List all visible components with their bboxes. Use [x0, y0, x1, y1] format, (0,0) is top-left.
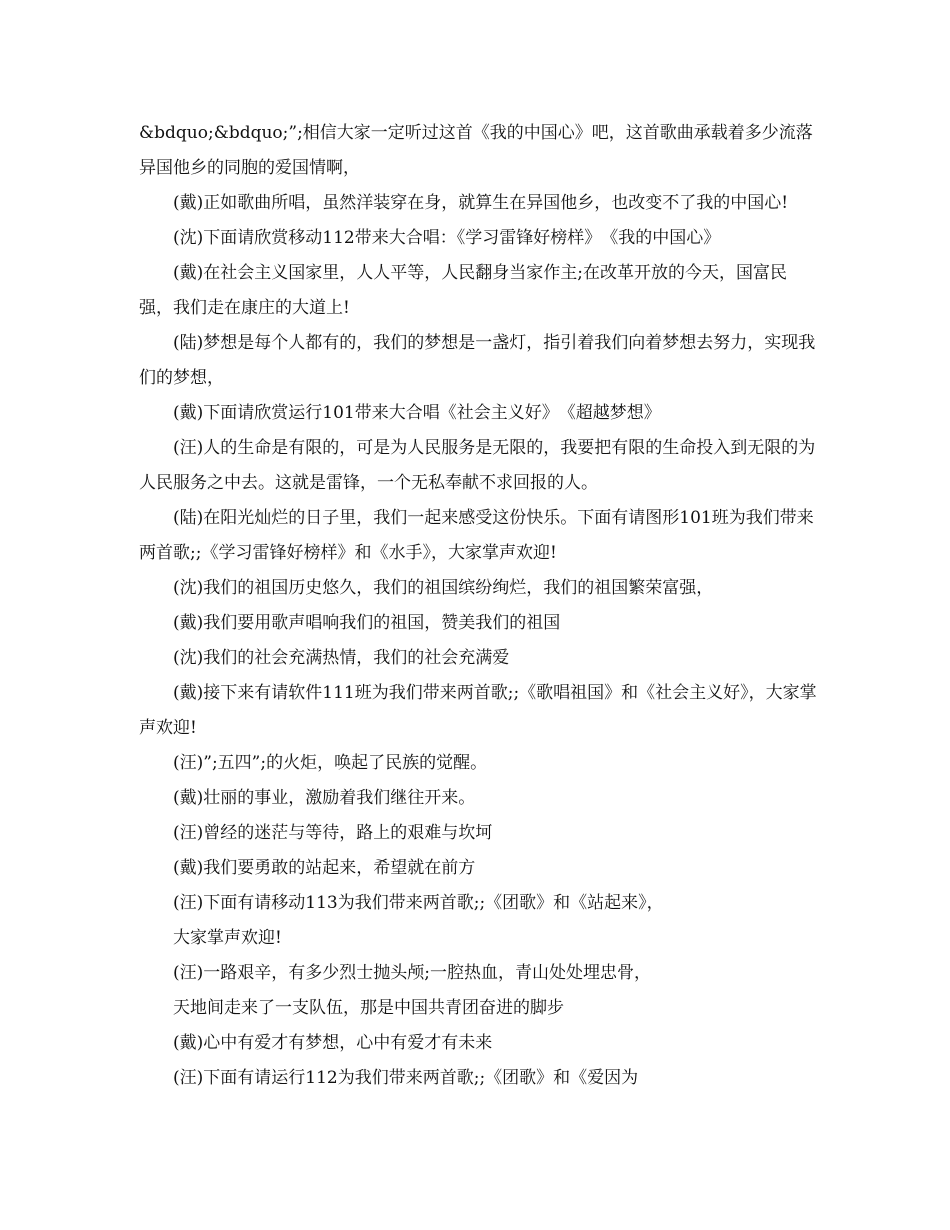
paragraph: (汪)曾经的迷茫与等待，路上的艰难与坎坷: [173, 823, 493, 843]
paragraph: &bdquo;&bdquo;”;相信大家一定听过这首《我的中国心》吧，这首歌曲承载着多少流落异国他乡的同胞的爱国情啊，: [139, 123, 813, 178]
paragraph: (陆)梦想是每个人都有的，我们的梦想是一盏灯，指引着我们向着梦想去努力，实现我们的梦想，: [139, 333, 816, 388]
paragraph: 天地间走来了一支队伍，那是中国共青团奋进的脚步: [173, 998, 564, 1018]
paragraph: (戴)在社会主义国家里，人人平等，人民翻身当家作主;在改革开放的今天，国富民强，我们走在康庄的大道上!: [139, 263, 787, 318]
paragraph: (汪)一路艰辛，有多少烈士抛头颅;一腔热血，青山处处埋忠骨，: [173, 963, 651, 983]
paragraph: (戴)接下来有请软件111班为我们带来两首歌;;《歌唱祖国》和《社会主义好》，大家掌声欢迎!: [139, 683, 817, 738]
paragraph: (戴)正如歌曲所唱，虽然洋装穿在身，就算生在异国他乡，也改变不了我的中国心!: [173, 193, 789, 213]
paragraph: (汪)下面有请运行112为我们带来两首歌;;《团歌》和《爱因为: [173, 1068, 639, 1088]
paragraph: (汪)人的生命是有限的，可是为人民服务是无限的，我要把有限的生命投入到无限的为人民服务之中去。这就是雷锋，一个无私奉献不求回报的人。: [139, 438, 816, 493]
paragraph: (戴)心中有爱才有梦想，心中有爱才有未来: [173, 1033, 493, 1053]
paragraph: (戴)我们要勇敢的站起来，希望就在前方: [173, 858, 476, 878]
paragraph: (陆)在阳光灿烂的日子里，我们一起来感受这份快乐。下面有请图形101班为我们带来两首歌;;《学习雷锋好榜样》和《水手》，大家掌声欢迎!: [139, 508, 814, 563]
paragraph: (沈)我们的社会充满热情，我们的社会充满爱: [173, 648, 510, 668]
paragraph: (沈)我们的祖国历史悠久，我们的祖国缤纷绚烂，我们的祖国繁荣富强，: [173, 578, 714, 598]
paragraph: (戴)下面请欣赏运行101带来大合唱《社会主义好》 《超越梦想》: [173, 403, 661, 423]
paragraph: (戴)我们要用歌声唱响我们的祖国，赞美我们的祖国: [173, 613, 561, 633]
paragraph: (戴)壮丽的事业，激励着我们继往开来。: [173, 788, 476, 808]
paragraph: (汪)下面有请移动113为我们带来两首歌;;《团歌》和《站起来》，: [173, 893, 664, 913]
document-body: [139, 116, 819, 1096]
paragraph: (沈)下面请欣赏移动112带来大合唱：《学习雷锋好榜样》 《我的中国心》: [173, 228, 721, 248]
paragraph: (汪)”;五四”;的火炬，唤起了民族的觉醒。: [173, 753, 488, 773]
paragraph: 大家掌声欢迎!: [173, 928, 282, 948]
